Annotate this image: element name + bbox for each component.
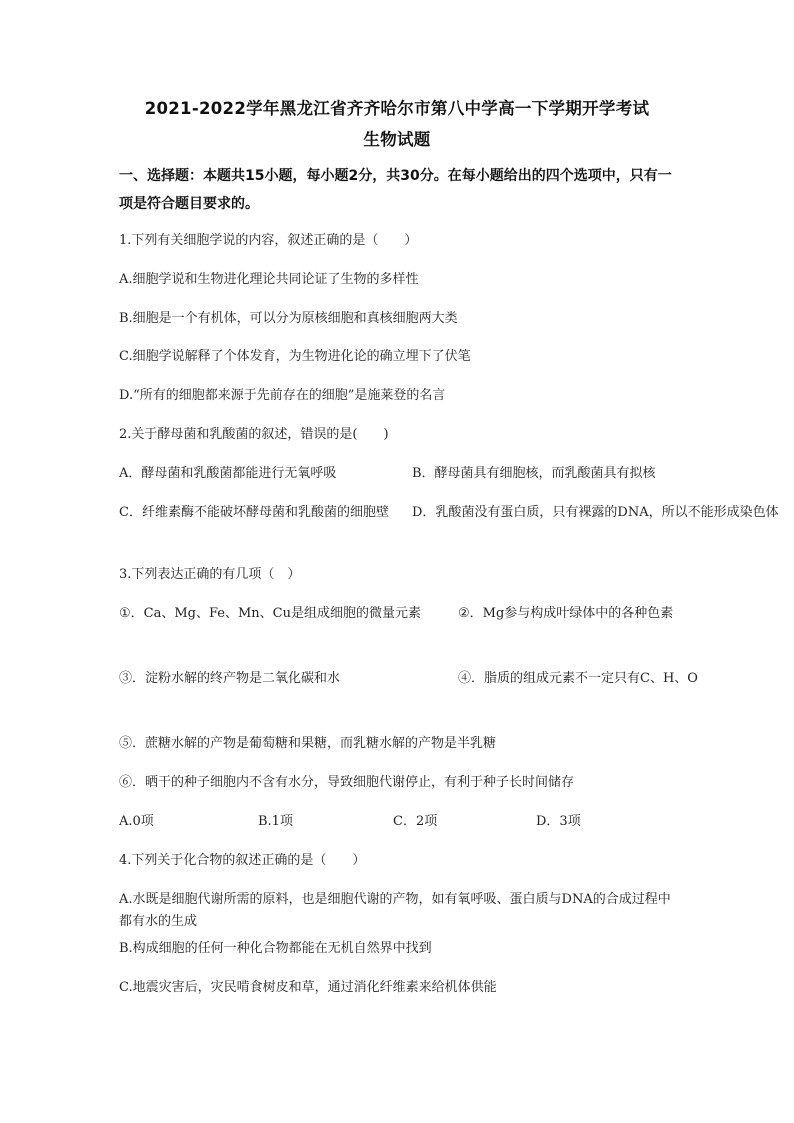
question-3-statement-6: ⑥．晒干的种子细胞内不含有水分，导致细胞代谢停止，有利于种子长时间储存 [119,775,575,790]
question-3-statement-2-text: ②．Mg参与构成叶绿体中的各种色素 [458,606,674,621]
question-3-statement-2 [458,603,682,625]
question-4-option-b: B.构成细胞的任何一种化合物都能在无机自然界中找到 [119,941,432,956]
question-4-stem: 4.下列关于化合物的叙述正确的是（ ） [119,853,366,868]
question-3-option-b: B.1项 [258,814,293,829]
question-2-stem: 2.关于酵母菌和乳酸菌的叙述，错误的是( ) [119,427,389,442]
exam-subtitle: 生物试题 [363,130,431,149]
question-3-option-a: A.0项 [119,814,154,829]
question-1-option-b: B.细胞是一个有机体，可以分为原核细胞和真核细胞两大类 [119,311,458,326]
section-heading: 一、选择题：本题共15小题，每小题2分，共30分。在每小题给出的四个选项中，只有一项是符合题目要求的。 [119,168,672,212]
exam-title: 2021-2022学年黑龙江省齐齐哈尔市第八中学高一下学期开学考试 [144,99,650,118]
question-3-statement-4-text: ④．脂质的组成元素不一定只有C、H、O [458,671,698,686]
question-3-option-d: D．3项 [536,814,581,829]
question-3-statement-3: ③．淀粉水解的终产物是二氧化碳和水 [119,671,341,686]
question-1-stem: 1.下列有关细胞学说的内容，叙述正确的是（ ） [119,233,418,248]
question-1-option-d: D.“所有的细胞都来源于先前存在的细胞”是施莱登的名言 [119,388,446,403]
question-1-option-c: C.细胞学说解释了个体发育，为生物进化论的确立埋下了伏笔 [119,349,471,364]
question-4-option-c: C.地震灾害后，灾民啃食树皮和草，通过消化纤维素来给机体供能 [119,980,497,995]
question-2-option-c: C．纤维素酶不能破坏酵母菌和乳酸菌的细胞壁 [119,505,389,520]
question-3-stem: 3.下列表达正确的有几项（ ） [119,567,301,582]
question-2-option-a: A．酵母菌和乳酸菌都能进行无氧呼吸 [119,466,337,481]
question-2-option-d-text: D．乳酸菌没有蛋白质，只有裸露的DNA，所以不能形成染色体 [412,505,779,520]
question-3-statement-5: ⑤．蔗糖水解的产物是葡萄糖和果糖，而乳糖水解的产物是半乳糖 [119,736,497,751]
question-3-statement-1: ①．Ca、Mg、Fe、Mn、Cu是组成细胞的微量元素 [119,606,421,621]
question-1-option-a: A.细胞学说和生物进化理论共同论证了生物的多样性 [119,272,419,287]
question-3-option-c: C．2项 [393,814,438,829]
question-3-statement-4 [458,668,698,690]
question-2-option-d [412,502,779,524]
question-4-option-a: A.水既是细胞代谢所需的原料，也是细胞代谢的产物，如有氧呼吸、蛋白质与DNA的合成过程中都有水的生成 [119,892,671,929]
question-2-option-b: B．酵母菌具有细胞核，而乳酸菌具有拟核 [412,466,656,481]
